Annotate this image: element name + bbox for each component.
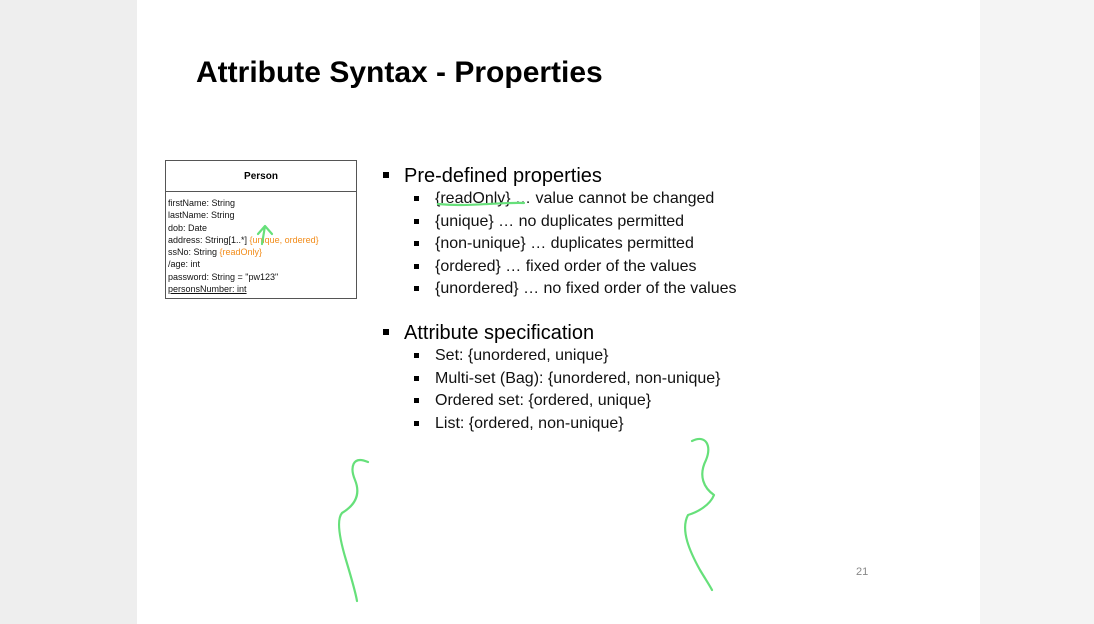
uml-attribute-text: password: String = "pw123" bbox=[168, 271, 279, 282]
sub-bullet-text: Multi-set (Bag): {unordered, non-unique} bbox=[435, 369, 721, 387]
uml-attribute bbox=[168, 246, 356, 258]
bullet-heading bbox=[382, 164, 942, 188]
uml-static-attribute bbox=[168, 283, 356, 295]
uml-attribute bbox=[168, 234, 356, 246]
uml-attribute bbox=[168, 222, 356, 234]
slide bbox=[137, 0, 980, 624]
uml-attribute bbox=[168, 271, 356, 283]
bullet-group-specification bbox=[382, 321, 942, 435]
uml-attribute bbox=[168, 197, 356, 209]
bullet-list bbox=[382, 164, 942, 435]
uml-attribute-text: personsNumber: int bbox=[168, 284, 247, 295]
uml-attribute-property: {unique, ordered} bbox=[249, 234, 319, 245]
sub-bullet bbox=[382, 256, 942, 279]
bullet-heading-text: Pre-defined properties bbox=[404, 165, 602, 187]
sub-bullet-text: {unordered} … no fixed order of the values bbox=[435, 280, 737, 298]
uml-attribute-text: lastName: String bbox=[168, 210, 235, 221]
sub-bullet-text: {readOnly} … value cannot be changed bbox=[435, 190, 715, 207]
sub-bullet bbox=[382, 211, 942, 234]
bullet-square-icon bbox=[414, 376, 419, 381]
uml-attribute-property: {readOnly} bbox=[219, 247, 263, 258]
sub-bullet bbox=[382, 345, 942, 368]
bullet-group-properties bbox=[382, 164, 942, 301]
sub-bullet-text: Ordered set: {ordered, unique} bbox=[435, 392, 652, 410]
bullet-square-icon bbox=[414, 241, 419, 246]
bullet-heading bbox=[382, 321, 942, 345]
bullet-square-icon bbox=[414, 264, 419, 269]
bullet-square-icon bbox=[383, 329, 389, 335]
bullet-square-icon bbox=[414, 421, 419, 426]
bullet-square-icon bbox=[414, 196, 419, 201]
uml-attribute-text: /age: int bbox=[168, 259, 201, 270]
bullet-square-icon bbox=[414, 398, 419, 403]
sub-bullet bbox=[382, 278, 942, 301]
uml-class-person bbox=[165, 160, 357, 299]
uml-attribute-text: address: String[1..*] bbox=[168, 234, 250, 245]
bullet-square-icon bbox=[414, 353, 419, 358]
page-number: 21 bbox=[856, 566, 869, 578]
bullet-heading-text: Attribute specification bbox=[404, 321, 595, 344]
sub-bullet bbox=[382, 390, 942, 413]
sub-bullet bbox=[382, 233, 942, 256]
right-margin bbox=[980, 0, 1094, 624]
bullet-square-icon bbox=[383, 172, 389, 178]
sub-bullet bbox=[382, 188, 942, 211]
sub-bullet-text: {ordered} … fixed order of the values bbox=[435, 257, 697, 275]
sub-bullet-text: {non-unique} … duplicates permitted bbox=[435, 235, 694, 253]
sub-bullet-text: List: {ordered, non-unique} bbox=[435, 414, 624, 432]
sub-bullet-text: {unique} … no duplicates permitted bbox=[435, 212, 685, 230]
uml-attribute-text: firstName: String bbox=[168, 198, 236, 208]
uml-attribute-text: ssNo: String bbox=[168, 247, 220, 258]
sub-bullet-text: Set: {unordered, unique} bbox=[435, 346, 609, 364]
bullet-square-icon bbox=[414, 219, 419, 224]
uml-class-name: Person bbox=[166, 161, 356, 192]
uml-attribute bbox=[168, 258, 356, 270]
left-margin bbox=[0, 0, 137, 624]
bullet-square-icon bbox=[414, 286, 419, 291]
slide-title: Attribute Syntax - Properties bbox=[196, 56, 603, 89]
sub-bullet bbox=[382, 413, 942, 436]
uml-attribute-list bbox=[166, 192, 356, 295]
sub-bullet bbox=[382, 368, 942, 391]
uml-attribute bbox=[168, 209, 356, 221]
uml-attribute-text: dob: Date bbox=[168, 222, 208, 233]
